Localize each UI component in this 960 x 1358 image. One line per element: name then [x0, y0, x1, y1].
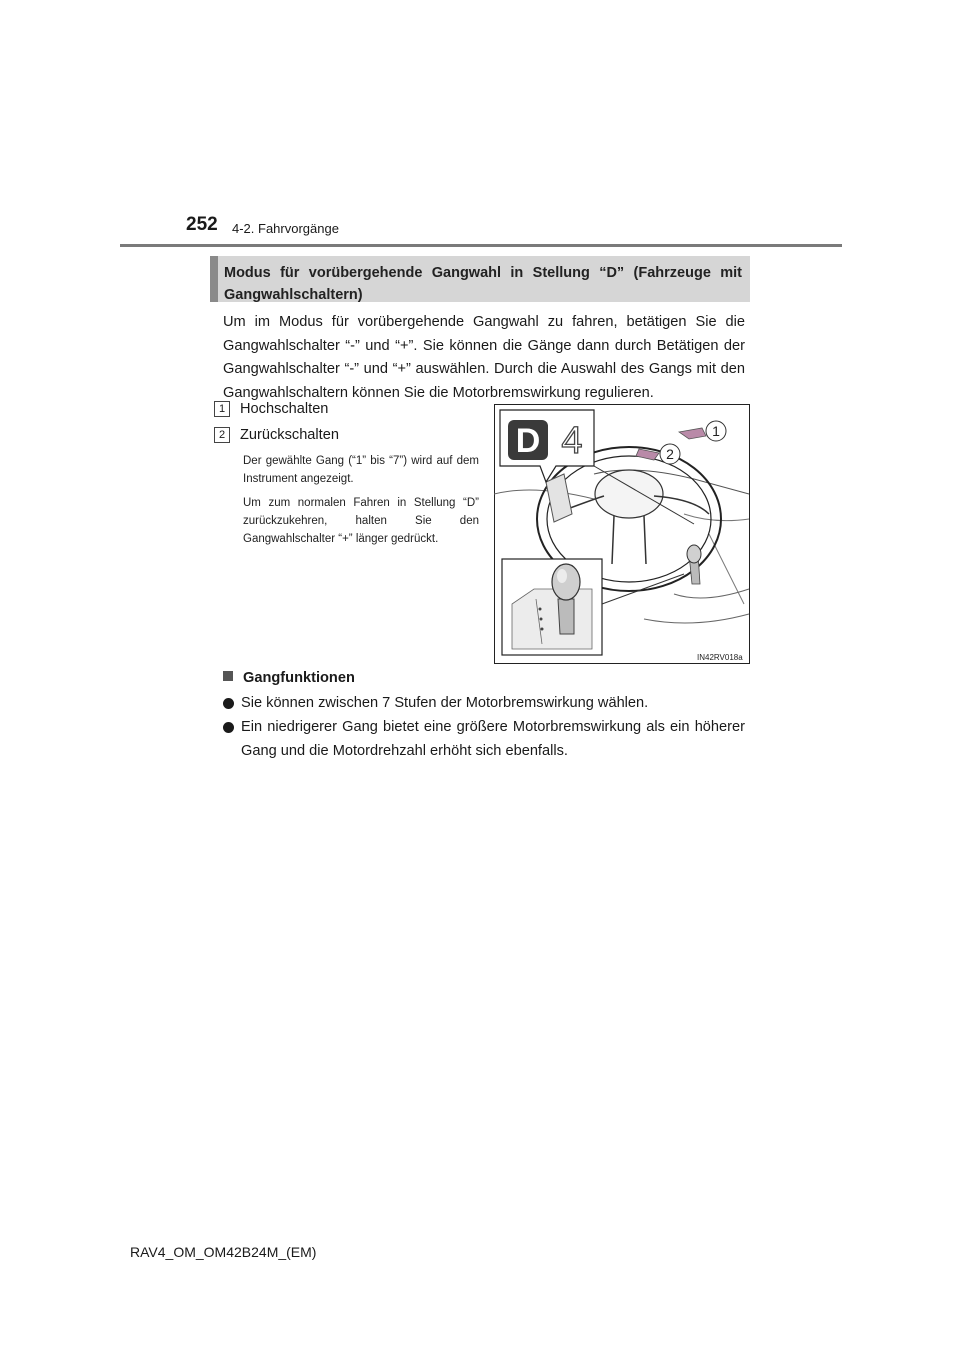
shift-lever-inset [502, 559, 602, 655]
callout-1-label: 1 [712, 423, 720, 439]
bullet-text: Ein niedrigerer Gang bietet eine größere Motorbremswirkung als ein höherer Gang und die Motordrehzahl erhöht sich ebenfalls. [241, 719, 745, 759]
gangfunktionen-title: Gangfunktionen [243, 670, 355, 686]
step-label: Hochschalten [240, 401, 329, 417]
step-label: Zurückschalten [240, 427, 339, 443]
intro-paragraph: Um im Modus für vorübergehende Gangwahl zu fahren, betätigen Sie die Gangwahlschalter “-” und “+”. Sie können die Gänge dann durch Betätigen der Gangwahlschalter “-” und “+” auswählen. Durch die Auswahl des Gangs mit den Gangwahlschaltern können Sie die Motorbremswirkung regulieren. [223, 314, 745, 401]
steering-gear-illustration [494, 404, 750, 664]
square-bullet-icon [223, 671, 233, 681]
section-heading: Modus für vorübergehende Gangwahl in Stellung “D” (Fahrzeuge mit Gangwahlschaltern) [224, 265, 742, 303]
callout-2-label: 2 [666, 446, 674, 462]
bullet-text: Sie können zwischen 7 Stufen der Motorbremswirkung wählen. [241, 695, 649, 711]
display-letter: D [515, 422, 541, 460]
step-number-badge: 1 [214, 401, 230, 417]
list-item [223, 716, 745, 763]
gangfunktionen-heading [223, 670, 355, 686]
note-gear-display: Der gewählte Gang (“1” bis “7”) wird auf dem Instrument angezeigt. [243, 455, 479, 485]
figure-code: IN42RV018a [697, 653, 743, 662]
bullet-dot-icon [223, 722, 234, 733]
footer-doc-code: RAV4_OM_OM42B24M_(EM) [130, 1244, 317, 1260]
step-upshift [214, 401, 328, 417]
step-number-badge: 2 [214, 427, 230, 443]
step-downshift [214, 427, 339, 443]
header-divider [120, 244, 842, 247]
bullet-dot-icon [223, 698, 234, 709]
page-number: 252 [186, 214, 218, 235]
list-item [223, 692, 745, 716]
note-return-to-d: Um zum normalen Fahren in Stellung “D” zurückzukehren, halten Sie den Gangwahlschalter “+” länger gedrückt. [243, 497, 479, 545]
section-title: 4-2. Fahrvorgänge [232, 221, 339, 236]
display-number: 4 [561, 420, 583, 462]
